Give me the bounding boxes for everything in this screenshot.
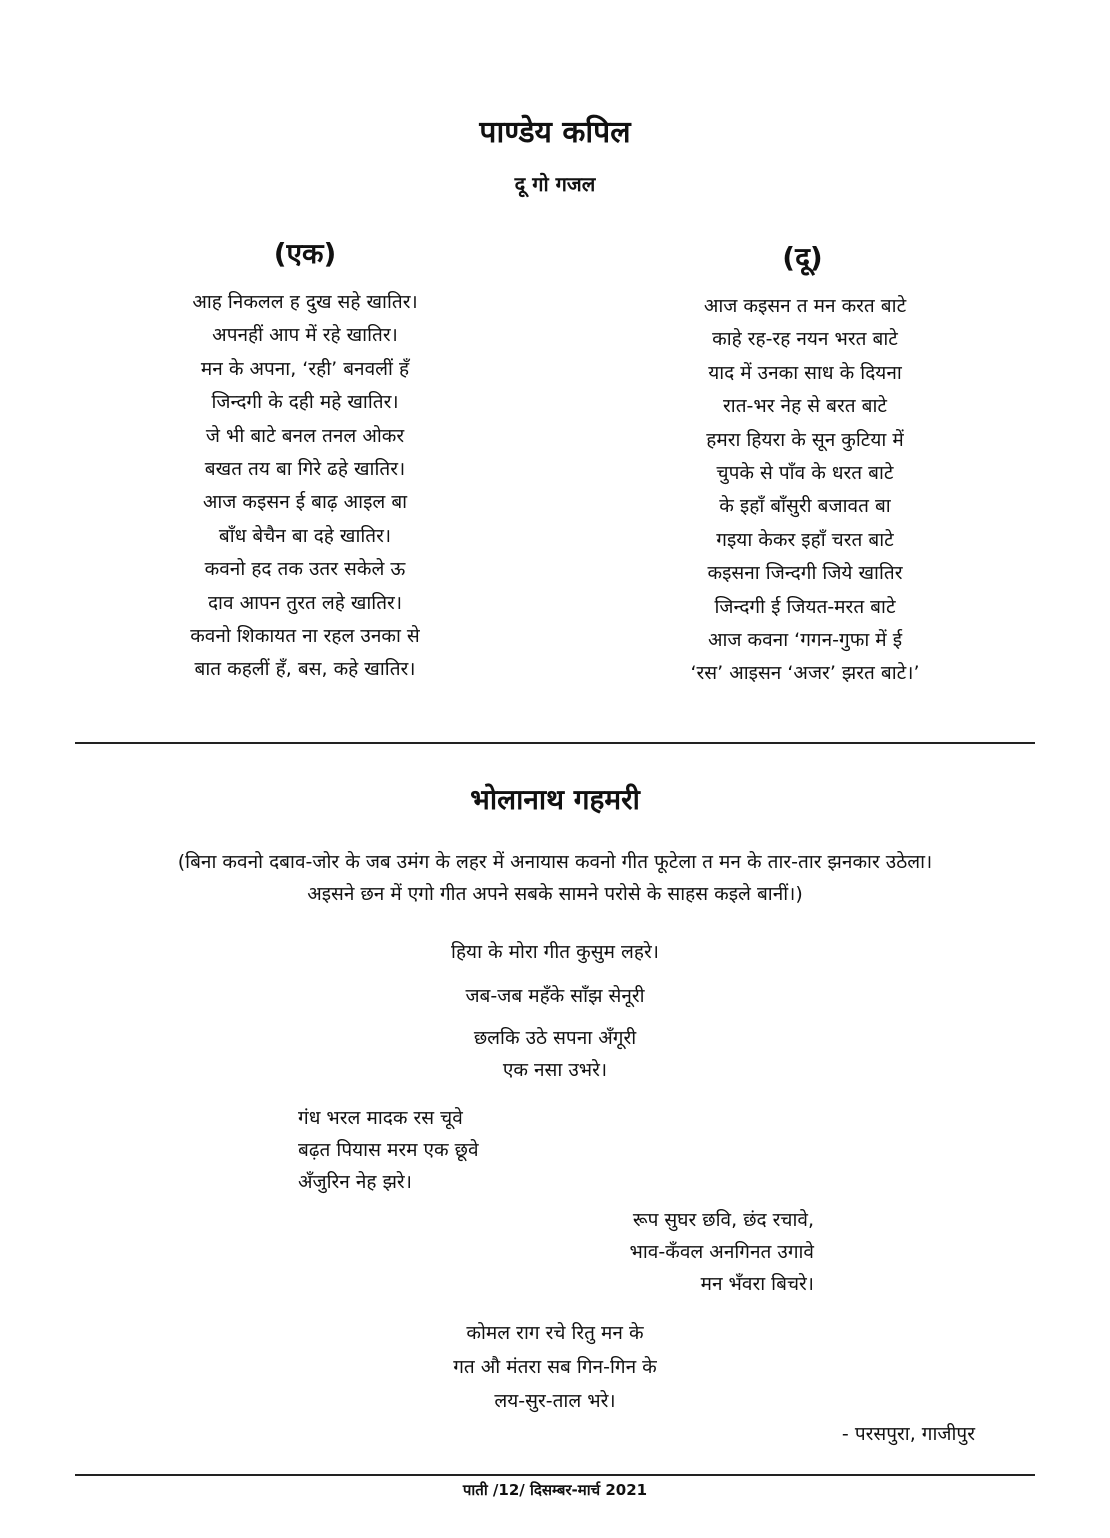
geet-intro-note [70,846,1040,910]
poem-line: ‘रस’ आइसन ‘अजर’ झरत बाटे।’ [690,662,920,685]
poem-line: रात-भर नेह से बरत बाटे [723,395,887,418]
ghazal-one-body [100,286,510,687]
poem-line: भाव-कँवल अनगिनत उगावे [629,1241,814,1263]
poem-line: काहे रह-रह नयन भरत बाटे [712,328,898,351]
poem-line: मन के अपना, ‘रही’ बनवलीं हँ [200,357,410,380]
geet-stanza-two [560,1204,814,1300]
poem-line: गंध भरल मादक रस चूवे [298,1107,463,1129]
poem-line: गत औ मंतरा सब गिन-गिन के [453,1356,657,1378]
intro-line: (बिना कवनो दबाव-जोर के जब उमंग के लहर में अनायास कवनो गीत फूटेला त मन के तार-तार झनकार उठेला। [177,851,933,873]
poem-line: बढ़त पियास मरम एक छूवे [298,1139,479,1161]
poem-line: कइसना जिन्दगी जिये खातिर [707,562,903,585]
poem-line: एक नसा उभरे। [502,1059,608,1081]
poem-line: बाँध बेचैन बा दहे खातिर। [218,524,392,547]
poem-line: हिया के मोरा गीत कुसुम लहरे। [451,941,659,963]
poem-line: रूप सुघर छवि, छंद रचावे, [632,1209,814,1231]
geet-stanza-refrain [350,936,760,1086]
poem-line: जिन्दगी ई जियत-मरत बाटे [714,595,896,618]
poem-line: जब-जब महँके साँझ सेनूरी [465,985,645,1007]
poem-line: के इहाँ बाँसुरी बजावत बा [719,495,891,518]
poem-line: अपनहीं आप में रहे खातिर। [212,324,398,347]
poem-line: जिन्दगी के दही महे खातिर। [211,391,399,414]
ghazal-one-heading: (एक) [273,237,337,270]
poem-line: लय-सुर-ताल भरे। [494,1390,616,1412]
poem-line: याद में उनका साध के दियना [708,361,902,384]
author-title-bholanath-gahmari: भोलानाथ गहमरी [470,783,640,816]
poem-line: मन भँवरा बिचरे। [700,1273,814,1295]
poem-line: कोमल राग रचे रितु मन के [466,1322,644,1344]
ghazal-two-body [590,290,1020,691]
section-divider [75,742,1035,744]
author-place: - परसपुरा, गाजीपुर [841,1423,975,1445]
geet-stanza-three [400,1316,710,1418]
poem-line: चुपके से पाँव के धरत बाटे [716,462,894,485]
poem-line: आज कवना ‘गगन-गुफा में ई [707,629,903,652]
geet-stanza-one [298,1102,618,1198]
page-footer: पाती /12/ दिसम्बर-मार्च 2021 [462,1481,648,1499]
poem-line: बात कहलीं हँ, बस, कहे खातिर। [194,658,416,681]
poem-line: छलकि उठे सपना अँगूरी [473,1027,637,1049]
poem-line: जे भी बाटे बनल तनल ओकर [205,424,405,447]
footer-divider [75,1474,1035,1476]
author-title-pandey-kapil: पाण्डेय कपिल [479,115,631,150]
ghazal-two-heading: (दू) [782,241,823,274]
ghazal-subtitle: दू गो गजल [514,172,596,196]
poem-line: हमरा हियरा के सून कुटिया में [706,428,904,451]
poem-line: गइया केकर इहाँ चरत बाटे [716,528,894,551]
poem-line: कवनो शिकायत ना रहल उनका से [190,625,420,648]
poem-line: दाव आपन तुरत लहे खातिर। [207,591,403,614]
poem-line: अँजुरिन नेह झरे। [298,1171,412,1193]
poem-line: बखत तय बा गिरे ढहे खातिर। [204,458,406,481]
intro-line: अइसने छन में एगो गीत अपने सबके सामने परोसे के साहस कइले बानीं।) [307,883,803,905]
poem-line: कवनो हद तक उतर सकेले ऊ [204,558,406,581]
poem-line: आह निकलल ह दुख सहे खातिर। [192,291,418,313]
poem-line: आज कइसन ई बाढ़ आइल बा [202,491,408,514]
poem-line: आज कइसन त मन करत बाटे [703,295,907,317]
